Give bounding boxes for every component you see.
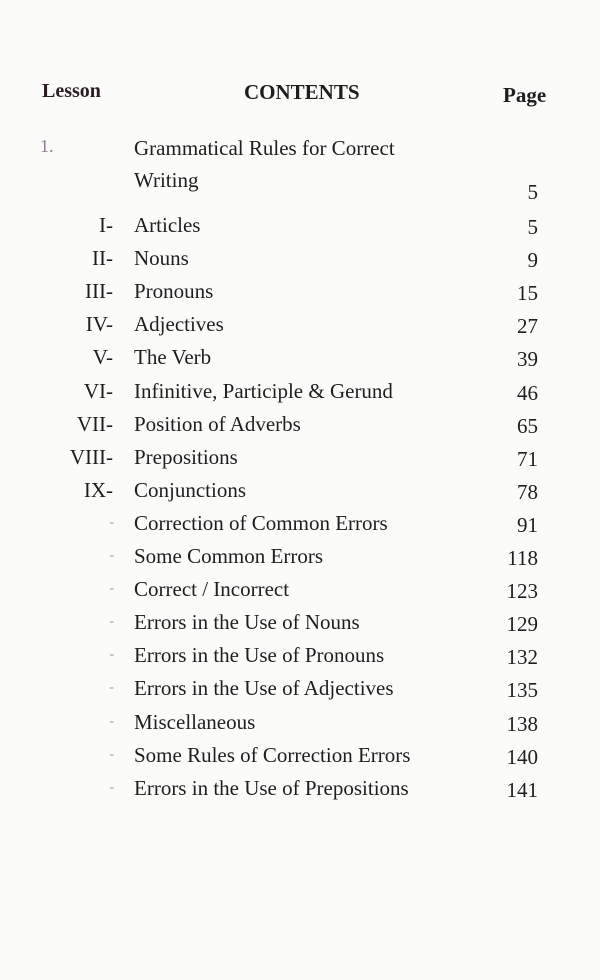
entry-number: V- [92,345,113,370]
entry-page-number: 141 [506,777,538,802]
entry-page-number: 71 [517,446,538,471]
entry-number: VI- [83,378,113,403]
entry-title: Position of Adverbs [134,411,301,436]
toc-entry [0,676,600,709]
entry-number: - [109,779,113,795]
entry-title: Some Common Errors [134,544,323,568]
entry-title: Prepositions [134,444,238,469]
entry-title: Pronouns [134,279,214,304]
entry-number: - [109,713,113,729]
entry-title: Adjectives [134,312,224,337]
entry-number: - [109,581,113,597]
entry-page-number: 9 [527,248,538,273]
entry-page-number: 132 [506,645,538,670]
toc-entry [0,412,600,445]
entry-number: II- [92,246,113,271]
entry-page-number: 65 [517,413,538,438]
entry-number: III- [85,279,113,304]
entry-page-number: 15 [517,281,538,306]
entry-page-number: 46 [517,380,538,405]
entry-page-number: 91 [517,512,538,537]
entry-number: VII- [76,411,113,436]
toc-entry-lesson-1 [0,136,600,204]
entry-number: - [109,614,113,630]
entry-title: Infinitive, Participle & Gerund [134,378,393,403]
entry-page-number: 78 [517,479,538,504]
toc-entry [0,710,600,743]
page-column-header: Page [503,83,547,107]
toc-entry [0,610,600,643]
contents-title: CONTENTS [244,80,360,104]
entry-page-number: 123 [506,579,538,604]
entry-number: IX- [83,477,113,502]
toc-entry [0,246,600,279]
lesson-number: 1. [40,136,54,156]
entry-page-number: 138 [506,711,538,736]
toc-entry [0,213,600,246]
toc-entry [0,445,600,478]
lesson-column-header: Lesson [42,80,101,102]
toc-entry [0,312,600,345]
toc-entry [0,776,600,809]
entry-title: Correct / Incorrect [134,577,290,602]
entry-number: I- [99,213,113,237]
entry-title: Errors in the Use of Nouns [134,610,360,635]
toc-entry [0,743,600,776]
toc-entry [0,643,600,676]
entry-number: - [109,548,113,563]
toc-entry [0,511,600,544]
entry-number: - [109,746,113,762]
entry-title: Some Rules of Correction Errors [134,742,411,767]
toc-entry [0,345,600,378]
entry-page-number: 5 [527,180,538,204]
toc-entry [0,544,600,577]
entry-number: IV- [85,312,113,337]
entry-page-number: 39 [517,347,538,372]
entry-title: Miscellaneous [134,709,256,734]
entry-title: Articles [134,213,201,237]
entry-title: The Verb [134,345,212,370]
entry-title: Correction of Common Errors [134,510,388,535]
toc-entry [0,577,600,610]
entry-page-number: 135 [506,678,538,703]
entry-title: Errors in the Use of Pronouns [134,643,385,668]
entry-number: VIII- [69,444,113,469]
entry-page-number: 5 [527,215,538,239]
entry-title-continued: Writing [134,168,199,192]
toc-entry [0,279,600,312]
entry-title: Errors in the Use of Prepositions [134,775,409,800]
entry-title: Errors in the Use of Adjectives [134,676,394,701]
entry-page-number: 129 [506,612,538,637]
toc-entry [0,379,600,412]
entry-page-number: 140 [506,744,538,769]
entry-title: Nouns [134,246,189,271]
entry-title: Conjunctions [134,477,247,502]
entry-number: - [109,514,113,530]
entry-number: - [109,647,113,663]
entry-number: - [109,680,113,696]
entry-page-number: 118 [507,546,538,570]
toc-entry [0,478,600,511]
entry-title: Grammatical Rules for Correct [134,136,395,160]
entry-page-number: 27 [517,314,538,339]
